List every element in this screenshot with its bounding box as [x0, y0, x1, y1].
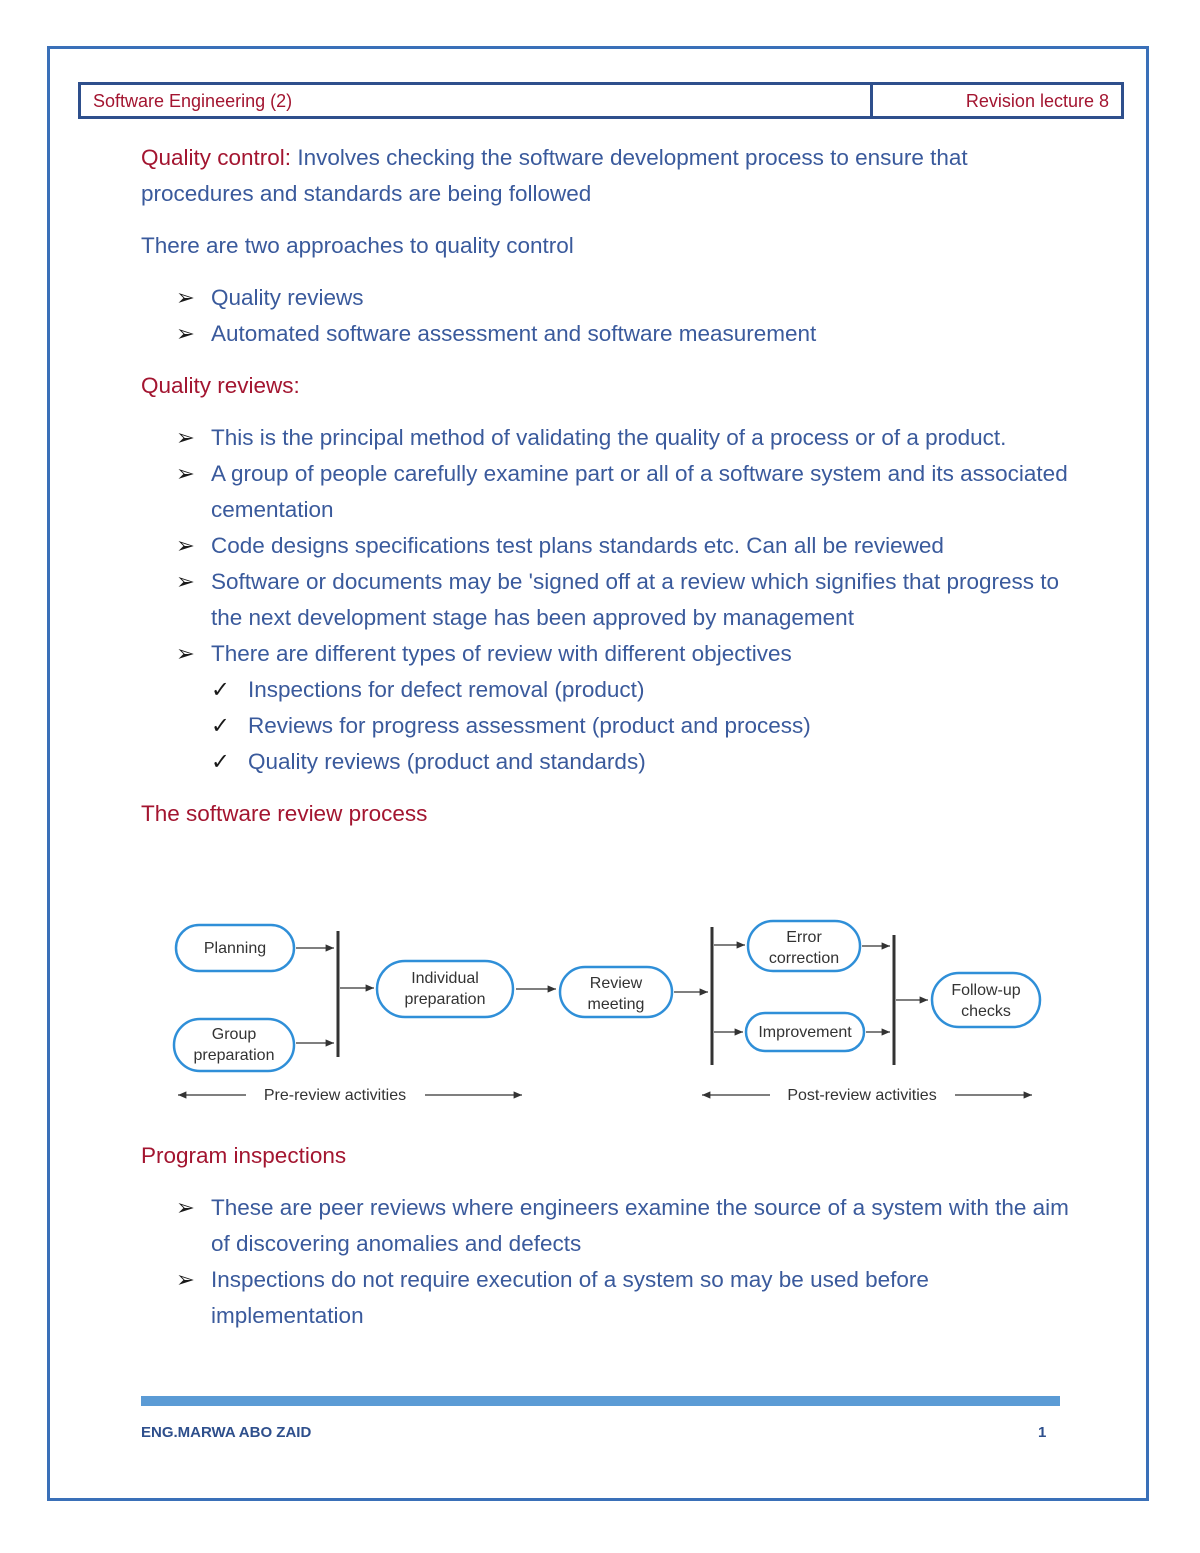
- arrow-bullet-icon: ➢: [176, 285, 195, 310]
- review-process-diagram: [170, 915, 1050, 1115]
- list-item: ✓ Quality reviews (product and standards): [141, 744, 1081, 780]
- list-item: ➢ Automated software assessment and software measurement: [141, 316, 1081, 352]
- program-inspections-section: [141, 1138, 1081, 1350]
- improvement-label: Improvement: [758, 1024, 852, 1041]
- quality-control-definition: Involves checking the software development process to ensure that procedures and standards are being followed: [141, 145, 968, 206]
- list-item: ➢ A group of people carefully examine part or all of a software system and its associated cementation: [141, 456, 1081, 528]
- group-label: Group: [211, 1026, 257, 1043]
- lecture-title: Revision lecture 8: [965, 91, 1109, 111]
- list-item: ✓ Inspections for defect removal (product): [141, 672, 1081, 708]
- arrow-bullet-icon: ➢: [176, 425, 195, 450]
- list-item: ➢ This is the principal method of validating the quality of a process or of a product.: [141, 420, 1081, 456]
- review-types-list: [211, 672, 1081, 780]
- arrow-bullet-icon: ➢: [176, 1267, 195, 1292]
- review-process-heading: The software review process: [141, 801, 428, 826]
- check-icon: ✓: [211, 713, 230, 738]
- header: [78, 82, 1124, 119]
- arrow-bullet-icon: ➢: [176, 533, 195, 558]
- list-item: ➢ There are different types of review with different objectives ✓ Inspections for defect removal (product) ✓ Reviews for progress assessment (product and process) ✓ Quality reviews (product and standards): [141, 636, 1081, 780]
- quality-control-paragraph: [141, 140, 1081, 212]
- list-item: ➢ Quality reviews: [141, 280, 1081, 316]
- list-item: ➢ Code designs specifications test plans standards etc. Can all be reviewed: [141, 528, 1081, 564]
- list-item: ✓ Reviews for progress assessment (product and process): [141, 708, 1081, 744]
- quality-reviews-heading: Quality reviews:: [141, 373, 300, 398]
- follow-up-label: Follow-up: [951, 982, 1021, 999]
- program-inspections-heading: Program inspections: [141, 1143, 347, 1168]
- post-review-label: Post-review activities: [787, 1087, 937, 1104]
- main-content: [141, 140, 1081, 848]
- pre-review-label: Pre-review activities: [263, 1087, 407, 1104]
- list-item: ➢ These are peer reviews where engineers examine the source of a system with the aim of discovering anomalies and defects: [141, 1190, 1081, 1262]
- correction-label: correction: [768, 950, 840, 967]
- approaches-intro: There are two approaches to quality control: [141, 233, 574, 258]
- program-inspections-list: [141, 1190, 1081, 1334]
- course-title: Software Engineering (2): [81, 85, 873, 116]
- quality-control-term: Quality control:: [141, 145, 292, 170]
- list-item: ➢ Inspections do not require execution of a system so may be used before implementation: [141, 1262, 1081, 1334]
- arrow-bullet-icon: ➢: [176, 321, 195, 346]
- checks-label: checks: [961, 1003, 1011, 1020]
- page-number: 1: [1038, 1424, 1047, 1441]
- quality-reviews-list: [141, 420, 1081, 780]
- check-icon: ✓: [211, 677, 230, 702]
- footer-divider: [141, 1396, 1060, 1406]
- preparation-label: preparation: [193, 1047, 275, 1064]
- individual-label: Individual: [411, 970, 479, 987]
- approaches-list: [141, 280, 1081, 352]
- arrow-bullet-icon: ➢: [176, 461, 195, 486]
- arrow-bullet-icon: ➢: [176, 1195, 195, 1220]
- review-label: Review: [589, 975, 643, 992]
- footer-author: ENG.MARWA ABO ZAID: [141, 1424, 312, 1441]
- arrow-bullet-icon: ➢: [176, 641, 195, 666]
- check-icon: ✓: [211, 749, 230, 774]
- list-item: ➢ Software or documents may be 'signed off at a review which signifies that progress to the next development stage has been approved by management: [141, 564, 1081, 636]
- individual-preparation-label: preparation: [404, 991, 486, 1008]
- error-label: Error: [786, 929, 822, 946]
- planning-label: Planning: [203, 940, 267, 957]
- meeting-label: meeting: [587, 996, 645, 1013]
- arrow-bullet-icon: ➢: [176, 569, 195, 594]
